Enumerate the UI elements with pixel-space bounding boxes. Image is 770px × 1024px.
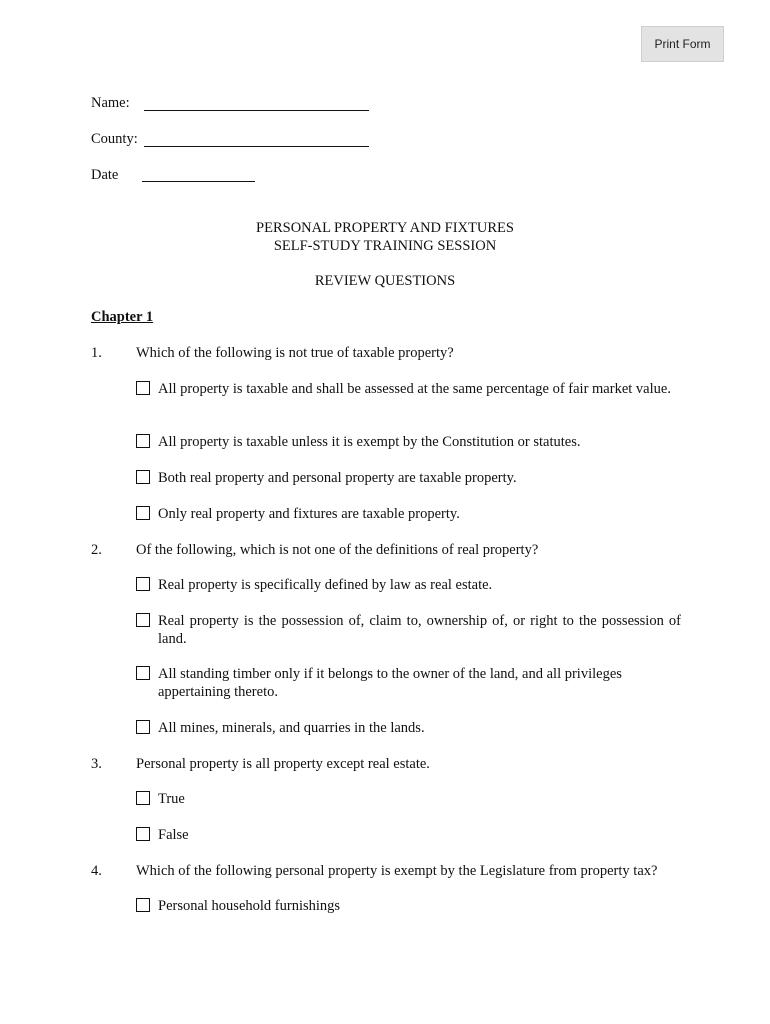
question-1-option-3 — [136, 469, 681, 487]
checkbox[interactable] — [136, 720, 150, 734]
chapter-heading: Chapter 1 — [91, 309, 154, 325]
date-label: Date — [91, 167, 119, 183]
document-title-line1: PERSONAL PROPERTY AND FIXTURES — [256, 220, 514, 236]
option-label: All mines, minerals, and quarries in the lands. — [158, 720, 425, 736]
checkbox[interactable] — [136, 613, 150, 627]
option-label: Real property is the possession of, claim to, ownership of, or right to the possession of land. — [158, 613, 681, 647]
county-label: County: — [91, 131, 138, 147]
question-1-number: 1. — [91, 345, 102, 361]
question-2-option-1 — [136, 576, 681, 594]
checkbox[interactable] — [136, 470, 150, 484]
option-label: True — [158, 791, 185, 807]
date-input-line[interactable] — [142, 167, 255, 182]
checkbox[interactable] — [136, 381, 150, 395]
checkbox[interactable] — [136, 577, 150, 591]
checkbox[interactable] — [136, 898, 150, 912]
option-label: Both real property and personal property are taxable property. — [158, 470, 517, 486]
question-2-option-3 — [136, 665, 656, 701]
question-2-option-2 — [136, 612, 681, 648]
option-label: Personal household furnishings — [158, 898, 341, 914]
checkbox[interactable] — [136, 666, 150, 680]
name-input-line[interactable] — [144, 96, 369, 111]
option-label: Only real property and fixtures are taxable property. — [158, 506, 460, 522]
county-input-line[interactable] — [144, 132, 369, 147]
document-title-line2: SELF-STUDY TRAINING SESSION — [273, 238, 497, 254]
question-3-option-1 — [136, 790, 681, 808]
question-1-text: Which of the following is not true of taxable property? — [136, 345, 454, 361]
question-3-text: Personal property is all property except real estate. — [136, 756, 430, 772]
option-label: False — [158, 827, 189, 843]
print-form-button[interactable]: Print Form — [641, 26, 724, 62]
option-label: All property is taxable and shall be assessed at the same percentage of fair market value. — [158, 381, 671, 397]
question-2-text: Of the following, which is not one of the definitions of real property? — [136, 542, 539, 558]
option-label: All standing timber only if it belongs to the owner of the land, and all privileges appertaining thereto. — [158, 666, 622, 700]
question-2-number: 2. — [91, 542, 102, 558]
question-1-option-4 — [136, 505, 681, 523]
option-label: All property is taxable unless it is exempt by the Constitution or statutes. — [158, 434, 581, 450]
question-4-option-1 — [136, 897, 681, 915]
checkbox[interactable] — [136, 434, 150, 448]
question-3-option-2 — [136, 826, 681, 844]
question-1-option-1 — [136, 380, 681, 398]
checkbox[interactable] — [136, 791, 150, 805]
question-1-option-2 — [136, 433, 681, 451]
question-4-number: 4. — [91, 863, 102, 879]
checkbox[interactable] — [136, 827, 150, 841]
option-label: Real property is specifically defined by law as real estate. — [158, 577, 493, 593]
question-4-text: Which of the following personal property is exempt by the Legislature from property tax? — [136, 863, 658, 879]
document-subtitle: REVIEW QUESTIONS — [314, 273, 456, 289]
checkbox[interactable] — [136, 506, 150, 520]
question-3-number: 3. — [91, 756, 102, 772]
name-label: Name: — [91, 95, 130, 111]
question-2-option-4 — [136, 719, 681, 737]
